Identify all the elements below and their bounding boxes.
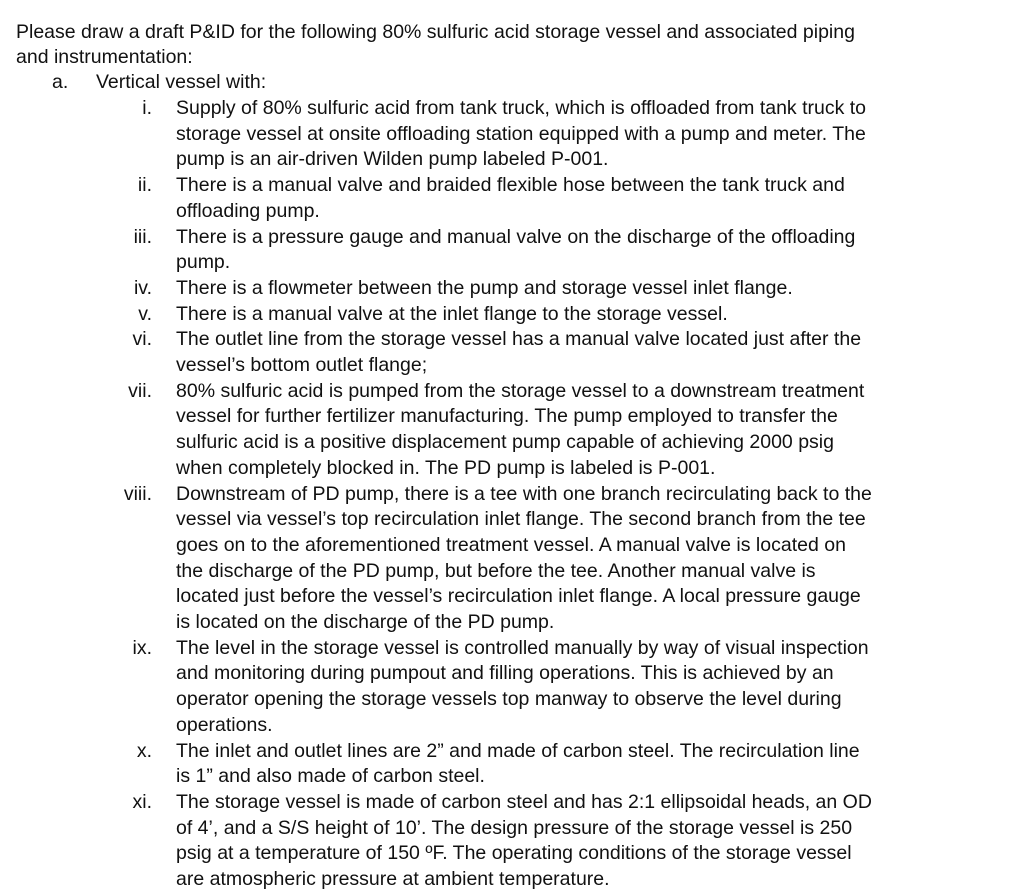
list-item-text: 80% sulfuric acid is pumped from the storage vessel to a downstream treatment <box>176 379 865 402</box>
list-item-text: operations. <box>176 713 273 736</box>
section-text: Vertical vessel with: <box>96 71 267 93</box>
list-item-number: xi. <box>132 790 152 813</box>
list-item-number: ii. <box>137 174 152 197</box>
list-item-text: The storage vessel is made of carbon steel and has 2:1 ellipsoidal heads, an OD <box>176 790 872 813</box>
list-item-text: Downstream of PD pump, there is a tee with one branch recirculating back to the <box>176 482 872 505</box>
list-item-number: i. <box>142 97 152 119</box>
list-item-text: The inlet and outlet lines are 2” and made of carbon steel. The recirculation line <box>176 739 860 762</box>
list-item-text: offloading pump. <box>176 199 320 222</box>
list-item-text: of 4’, and a S/S height of 10’. The design pressure of the storage vessel is 250 <box>176 816 853 839</box>
list-item-text: There is a flowmeter between the pump and storage vessel inlet flange. <box>176 276 793 299</box>
list-item-number: v. <box>138 302 152 325</box>
list-item-number: viii. <box>123 482 152 505</box>
list-item-number: x. <box>136 739 152 762</box>
list-item-number: iv. <box>133 276 152 299</box>
section-label: a. <box>52 71 69 93</box>
list-item-text: sulfuric acid is a positive displacement pump capable of achieving 2000 psig <box>176 431 834 454</box>
list-item-text: when completely blocked in. The PD pump is labeled is P-001. <box>176 456 716 479</box>
list-item-text: The level in the storage vessel is controlled manually by way of visual inspection <box>176 636 869 659</box>
list-item-number: vi. <box>132 328 152 351</box>
list-item-text: vessel’s bottom outlet flange; <box>176 354 428 376</box>
list-item-text: There is a pressure gauge and manual valve on the discharge of the offloading <box>176 225 856 248</box>
list-item-text: There is a manual valve at the inlet flange to the storage vessel. <box>176 302 728 325</box>
list-item-text: located just before the vessel’s recirculation inlet flange. A local pressure gauge <box>176 585 861 608</box>
list-item-text: psig at a temperature of 150 ºF. The operating conditions of the storage vessel <box>176 842 852 865</box>
intro-line: and instrumentation: <box>16 46 193 68</box>
list-item-text: The outlet line from the storage vessel has a manual valve located just after the <box>176 328 862 351</box>
list-item-text: the discharge of the PD pump, but before the tee. Another manual valve is <box>176 559 816 582</box>
list-item-text: is 1” and also made of carbon steel. <box>176 765 485 788</box>
intro-line: Please draw a draft P&ID for the following 80% sulfuric acid storage vessel and associated piping <box>16 21 855 43</box>
list-item-number: ix. <box>132 636 152 659</box>
list-item-text: storage vessel at onsite offloading station equipped with a pump and meter. The <box>176 122 866 145</box>
list-item-number: iii. <box>133 225 152 248</box>
list-item-text: pump. <box>176 251 231 274</box>
list-item-text: Supply of 80% sulfuric acid from tank truck, which is offloaded from tank truck to <box>176 97 867 119</box>
list-item-text: are atmospheric pressure at ambient temperature. <box>176 868 610 890</box>
list-item-text: is located on the discharge of the PD pump. <box>176 611 555 633</box>
list-item-text: operator opening the storage vessels top manway to observe the level during <box>176 688 842 711</box>
list-item-text: and monitoring during pumpout and filling operations. This is achieved by an <box>176 662 834 685</box>
list-item-text: There is a manual valve and braided flexible hose between the tank truck and <box>176 174 845 197</box>
list-item-number: vii. <box>128 379 152 402</box>
list-item-text: vessel via vessel’s top recirculation inlet flange. The second branch from the tee <box>176 508 866 531</box>
list-item-text: pump is an air-driven Wilden pump labeled P-001. <box>176 148 609 171</box>
list-item-text: goes on to the aforementioned treatment vessel. A manual valve is located on <box>176 533 846 556</box>
list-item-text: vessel for further fertilizer manufacturing. The pump employed to transfer the <box>176 405 838 428</box>
